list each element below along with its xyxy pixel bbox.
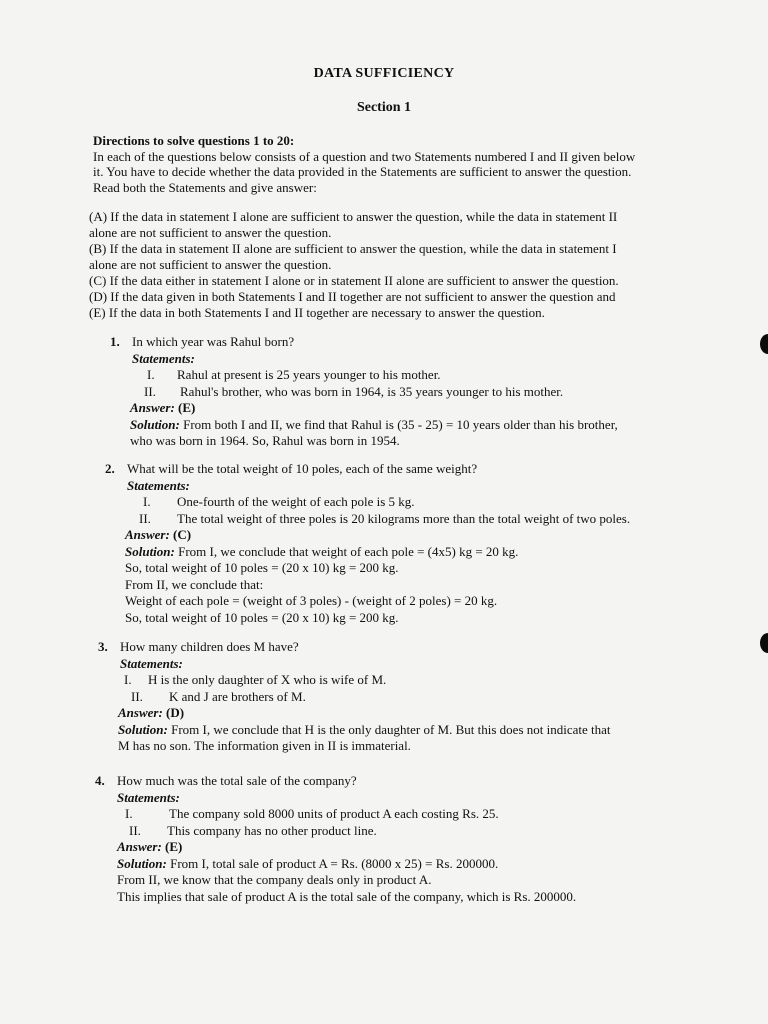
option-line: (C) If the data either in statement I alone or in statement II alone are sufficient to answer the question. (89, 273, 619, 288)
statement-number: II. (144, 383, 156, 399)
directions-line: In each of the questions below consists of a question and two Statements numbered I and II given below (93, 148, 636, 164)
question-text: What will be the total weight of 10 poles, each of the same weight? (127, 461, 478, 476)
option-line: (E) If the data in both Statements I and II together are necessary to answer the question. (89, 305, 545, 320)
statement-number: I. (143, 494, 151, 509)
solution-label: Solution: (117, 855, 167, 871)
statement-text: Rahul at present is 25 years younger to his mother. (177, 367, 441, 382)
solution-text: From I, we conclude that weight of each pole = (4x5) kg = 20 kg. (174, 543, 519, 559)
solution-text: So, total weight of 10 poles = (20 x 10) kg = 200 kg. (125, 609, 399, 625)
statements-label: Statements: (127, 477, 190, 493)
question-2 (105, 461, 705, 626)
section-heading: Section 1 (356, 100, 412, 115)
question-text: In which year was Rahul born? (132, 334, 295, 349)
question-3 (98, 639, 698, 755)
answer-label: Answer: (118, 705, 163, 720)
option-line: alone are not sufficient to answer the question. (89, 225, 332, 240)
solution-text: From I, total sale of product A = Rs. (8000 x 25) = Rs. 200000. (166, 855, 499, 871)
answer-value: (C) (173, 527, 192, 542)
answer-value: (E) (165, 839, 183, 854)
option-line: (B) If the data in statement II alone are sufficient to answer the question, while the data in statement I (89, 241, 617, 256)
question-text: How many children does M have? (120, 639, 299, 654)
answer-options (89, 209, 699, 321)
answer-label: Answer: (130, 400, 175, 415)
solution-text: From both I and II, we find that Rahul is (35 - 25) = 10 years older than his brother, (179, 416, 618, 432)
solution-text: From I, we conclude that H is the only daughter of M. But this does not indicate that (167, 721, 611, 737)
question-number: 3. (98, 639, 108, 654)
solution-label: Solution: (125, 543, 175, 559)
statement-number: II. (129, 822, 141, 838)
directions-heading: Directions to solve questions 1 to 20: (93, 133, 295, 148)
statement-number: I. (124, 672, 132, 687)
question-4 (95, 773, 695, 905)
directions-line: Read both the Statements and give answer: (93, 179, 317, 195)
solution-label: Solution: (130, 416, 180, 432)
solution-text: M has no son. The information given in II is immaterial. (118, 738, 411, 753)
punch-hole (760, 633, 768, 653)
answer-value: (E) (178, 400, 196, 415)
solution-label: Solution: (118, 721, 168, 737)
solution-text: who was born in 1964. So, Rahul was born in 1954. (130, 433, 400, 448)
statement-text: This company has no other product line. (167, 822, 377, 838)
solution-text: This implies that sale of product A is the total sale of the company, which is Rs. 200000. (117, 888, 577, 904)
statement-text: The company sold 8000 units of product A each costing Rs. 25. (169, 806, 499, 821)
statements-label: Statements: (120, 655, 183, 671)
statement-text: K and J are brothers of M. (169, 688, 306, 704)
option-line: (D) If the data given in both Statements I and II together are not sufficient to answer the question and (89, 289, 616, 304)
option-line: (A) If the data in statement I alone are sufficient to answer the question, while the data in statement II (89, 209, 618, 224)
answer-value: (D) (166, 705, 185, 720)
statement-number: I. (125, 806, 133, 821)
directions-line: it. You have to decide whether the data provided in the Statements are sufficient to answer the question. (93, 164, 632, 179)
solution-text: So, total weight of 10 poles = (20 x 10) kg = 200 kg. (125, 560, 399, 575)
page-title: DATA SUFFICIENCY (313, 66, 455, 81)
statement-text: Rahul's brother, who was born in 1964, is 35 years younger to his mother. (180, 383, 564, 399)
statement-number: I. (147, 367, 155, 382)
question-1 (110, 334, 710, 450)
solution-text: From II, we conclude that: (125, 576, 264, 592)
punch-hole (760, 334, 768, 354)
statement-text: The total weight of three poles is 20 kilograms more than the total weight of two poles. (177, 510, 631, 526)
answer-label: Answer: (125, 527, 170, 542)
directions-block (93, 133, 693, 195)
question-number: 2. (105, 461, 115, 476)
statement-text: One-fourth of the weight of each pole is 5 kg. (177, 494, 415, 509)
question-text: How much was the total sale of the company? (117, 773, 357, 788)
question-number: 4. (95, 773, 105, 788)
solution-text: Weight of each pole = (weight of 3 poles) - (weight of 2 poles) = 20 kg. (125, 593, 498, 608)
statement-text: H is the only daughter of X who is wife of M. (148, 672, 387, 687)
statement-number: II. (131, 688, 143, 704)
question-number: 1. (110, 334, 120, 349)
answer-label: Answer: (117, 839, 162, 854)
option-line: alone are not sufficient to answer the question. (89, 257, 332, 272)
solution-text: From II, we know that the company deals only in product A. (117, 872, 432, 887)
statements-label: Statements: (117, 789, 180, 805)
statements-label: Statements: (132, 350, 195, 366)
statement-number: II. (139, 510, 151, 526)
